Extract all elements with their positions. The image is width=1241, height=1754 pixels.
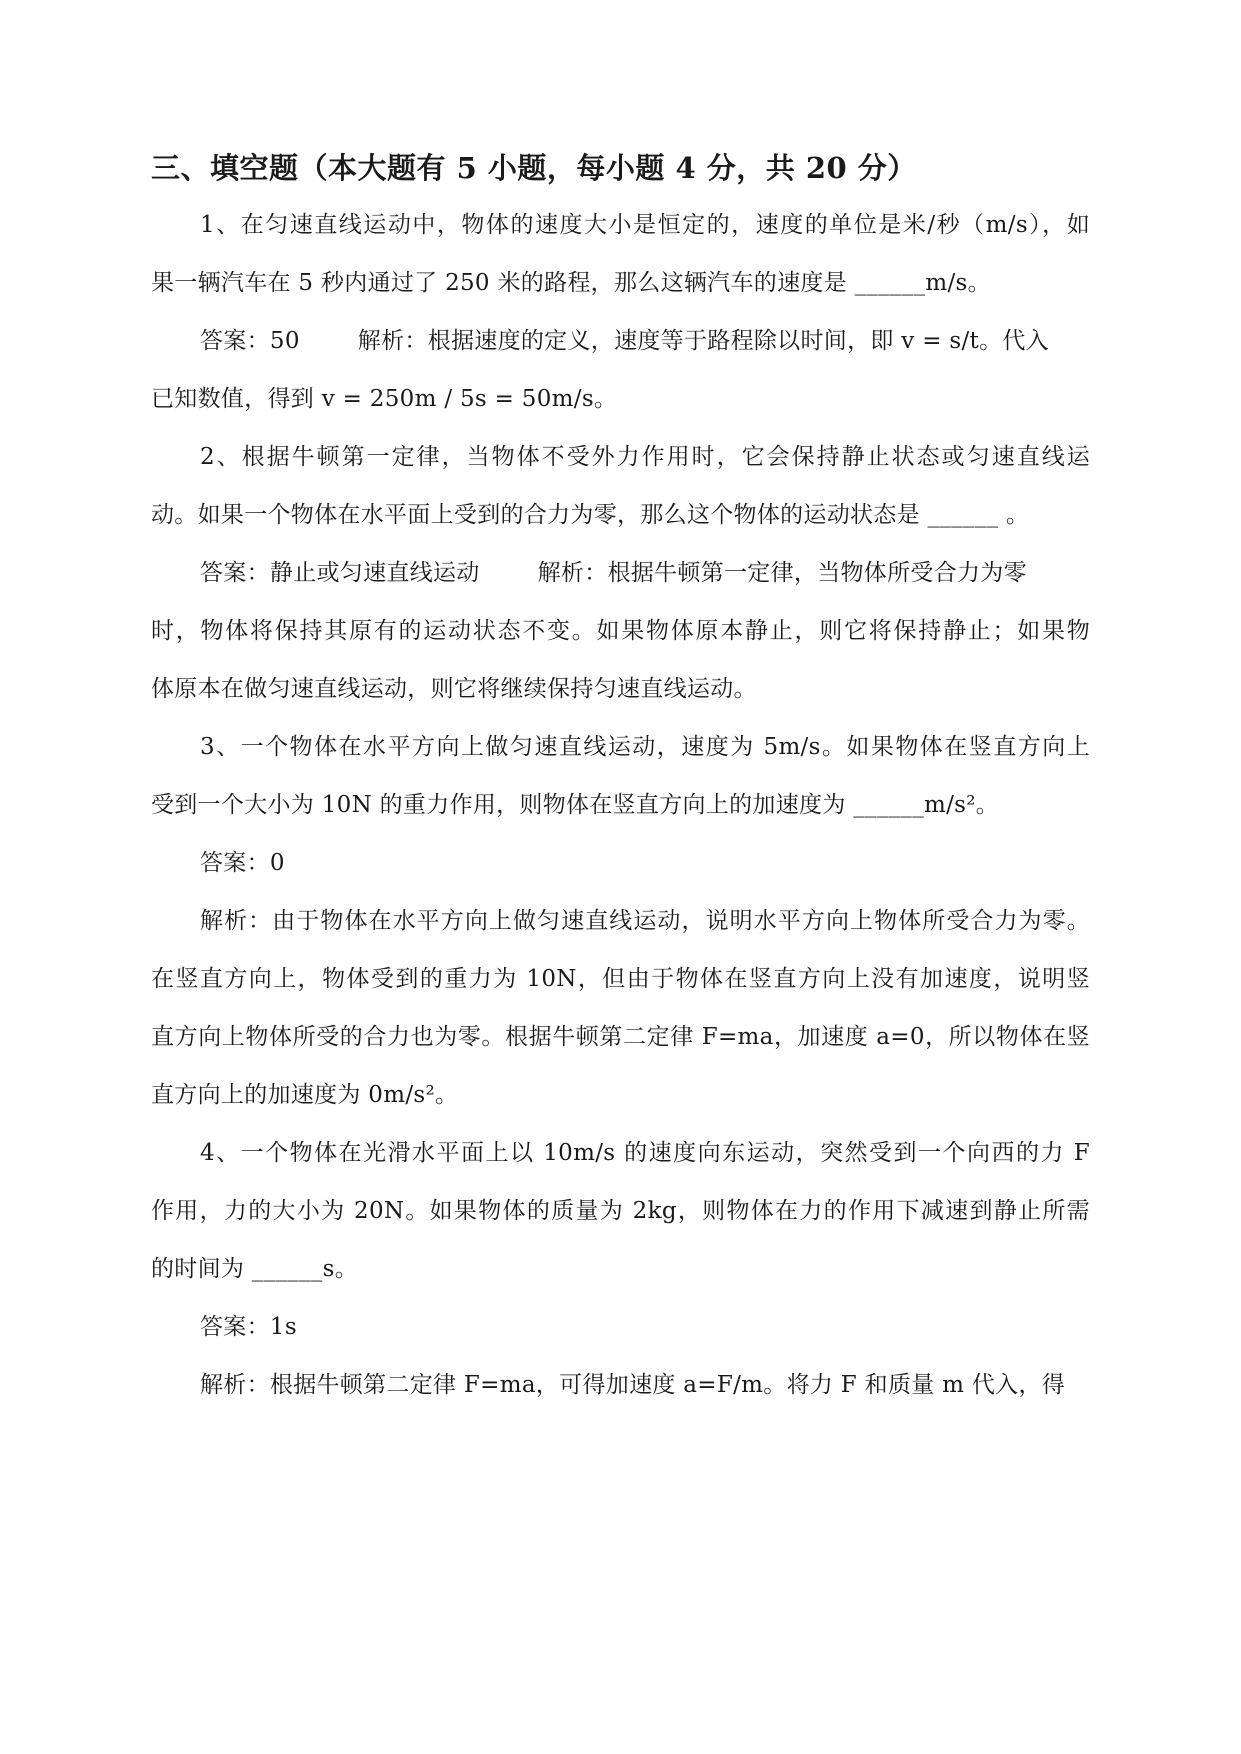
- question-4-line-3: 的时间为 ______s。: [151, 1256, 359, 1282]
- question-3-analysis-line-2: 在竖直方向上，物体受到的重力为 10N，但由于物体在竖直方向上没有加速度，说明竖: [151, 966, 1090, 992]
- question-2-answer-row: [200, 558, 1027, 588]
- question-2-analysis-line-2: 时，物体将保持其原有的运动状态不变。如果物体原本静止，则它将保持静止；如果物: [151, 618, 1090, 644]
- question-1-answer-row: [200, 326, 1049, 356]
- question-2-line-1: 2、根据牛顿第一定律，当物体不受外力作用时，它会保持静止状态或匀速直线运: [200, 444, 1090, 470]
- section-heading: 三、填空题（本大题有 5 小题，每小题 4 分，共 20 分）: [151, 151, 917, 185]
- question-2-line-2: 动。如果一个物体在水平面上受到的合力为零，那么这个物体的运动状态是 ______ 。: [151, 502, 1030, 528]
- question-3-answer: 答案：0: [200, 850, 285, 876]
- question-4-line-2: 作用，力的大小为 20N。如果物体的质量为 2kg，则物体在力的作用下减速到静止所需: [151, 1198, 1090, 1224]
- question-3-analysis-line-4: 直方向上的加速度为 0m/s²。: [151, 1082, 459, 1108]
- question-2-analysis-line-3: 体原本在做匀速直线运动，则它将继续保持匀速直线运动。: [151, 676, 757, 702]
- question-4-analysis-line-1: 解析：根据牛顿第二定律 F=ma，可得加速度 a=F/m。将力 F 和质量 m 代入，得: [200, 1372, 1066, 1398]
- question-3-line-1: 3、一个物体在水平方向上做匀速直线运动，速度为 5m/s。如果物体在竖直方向上: [200, 734, 1090, 760]
- question-1-analysis-line-1: 解析：根据速度的定义，速度等于路程除以时间，即 v = s/t。代入: [357, 328, 1049, 354]
- question-3-analysis-line-3: 直方向上物体所受的合力也为零。根据牛顿第二定律 F=ma，加速度 a=0，所以物体在竖: [151, 1024, 1090, 1050]
- question-1-answer: 答案：50: [200, 328, 300, 354]
- question-3-line-2: 受到一个大小为 10N 的重力作用，则物体在竖直方向上的加速度为 ______m/s²。: [151, 792, 1000, 818]
- question-1-analysis-line-2: 已知数值，得到 v = 250m / 5s = 50m/s。: [151, 386, 618, 412]
- question-3-analysis-line-1: 解析：由于物体在水平方向上做匀速直线运动，说明水平方向上物体所受合力为零。: [200, 908, 1090, 934]
- question-4-answer: 答案：1s: [200, 1314, 297, 1340]
- question-2-analysis-line-1: 解析：根据牛顿第一定律，当物体所受合力为零: [537, 560, 1027, 586]
- question-1-line-1: 1、在匀速直线运动中，物体的速度大小是恒定的，速度的单位是米/秒（m/s），如: [200, 212, 1090, 238]
- question-4-line-1: 4、一个物体在光滑水平面上以 10m/s 的速度向东运动，突然受到一个向西的力 F: [200, 1140, 1090, 1166]
- question-2-answer: 答案：静止或匀速直线运动: [200, 560, 480, 586]
- question-1-line-2: 果一辆汽车在 5 秒内通过了 250 米的路程，那么这辆汽车的速度是 ______m/s。: [151, 270, 991, 296]
